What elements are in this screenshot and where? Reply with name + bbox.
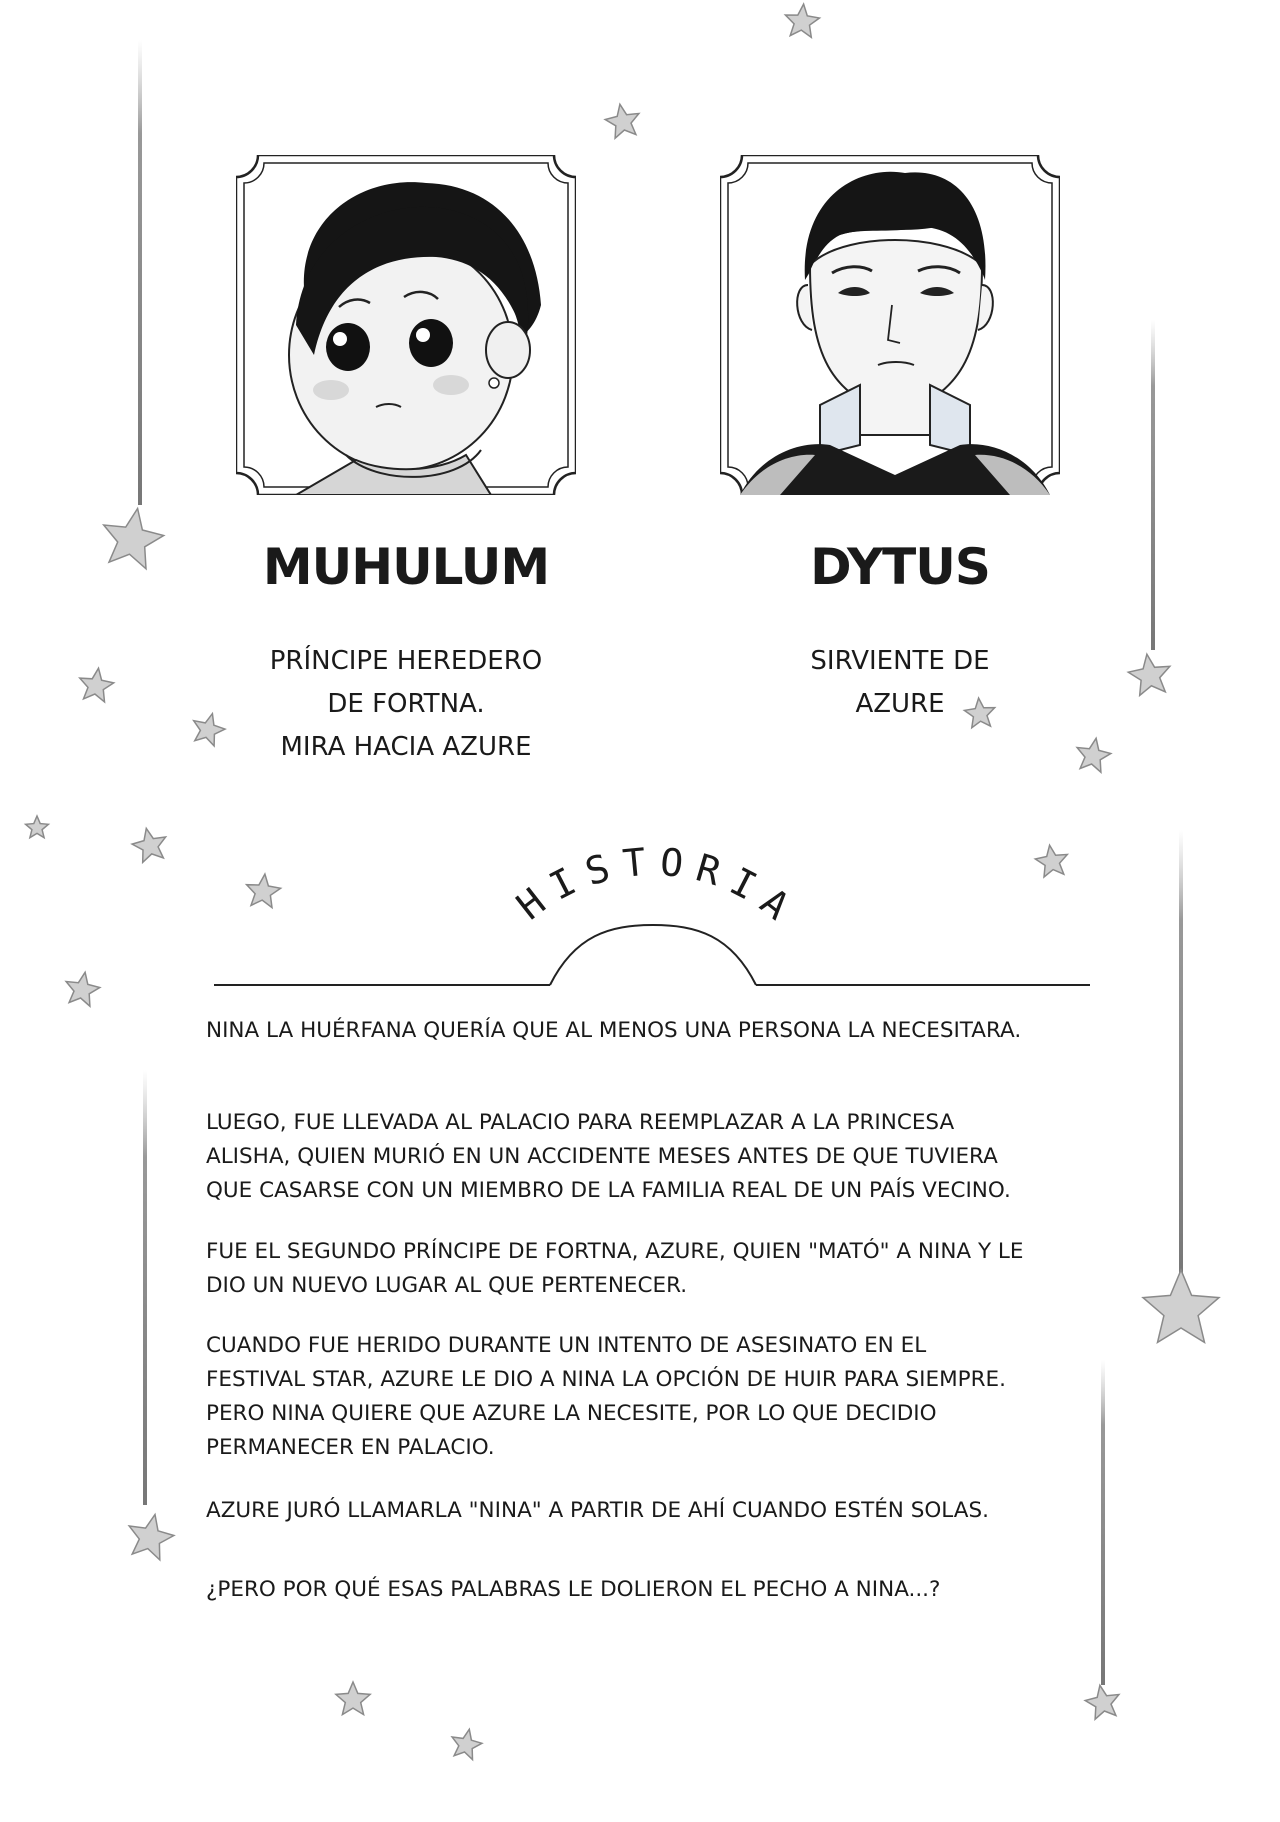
description-line: DE FORTNA. xyxy=(327,689,485,719)
description-line: AZURE xyxy=(855,689,945,719)
heading-letter: O xyxy=(658,839,686,886)
story-line: AZURE JURÓ LLAMARLA "NINA" A PARTIR DE AHÍ CUANDO ESTÉN SOLAS. xyxy=(206,1498,989,1523)
heading-letter: H xyxy=(508,879,554,929)
description-line: PRÍNCIPE HEREDERO xyxy=(269,646,543,676)
story-paragraph xyxy=(206,1106,1106,1208)
story-line: PERO NINA QUIERE QUE AZURE LA NECESITE, POR LO QUE DECIDIO xyxy=(206,1401,937,1426)
story-line: LUEGO, FUE LLEVADA AL PALACIO PARA REEMPLAZAR A LA PRINCESA xyxy=(206,1110,955,1135)
story-line: QUE CASARSE CON UN MIEMBRO DE LA FAMILIA REAL DE UN PAÍS VECINO. xyxy=(206,1178,1011,1203)
story-paragraph xyxy=(206,1329,1106,1465)
star-icon xyxy=(1143,1270,1219,1342)
story-line: ALISHA, QUIEN MURIÓ EN UN ACCIDENTE MESES ANTES DE QUE TUVIERA xyxy=(206,1144,998,1169)
story-line: DIO UN NUEVO LUGAR AL QUE PERTENECER. xyxy=(206,1273,688,1298)
hanging-string xyxy=(143,1070,147,1505)
story-line: ¿PERO POR QUÉ ESAS PALABRAS LE DOLIERON EL PECHO A NINA...? xyxy=(206,1577,941,1602)
star-icon xyxy=(452,1729,482,1759)
description-line: SIRVIENTE DE xyxy=(810,646,990,676)
story-line: FUE EL SEGUNDO PRÍNCIPE DE FORTNA, AZURE, QUIEN "MATÓ" A NINA Y LE xyxy=(206,1239,1024,1264)
heading-letter: I xyxy=(723,859,764,909)
story-line: CUANDO FUE HERIDO DURANTE UN INTENTO DE ASESINATO EN EL xyxy=(206,1333,927,1358)
heading-letter: R xyxy=(691,845,726,895)
character-name-muhulum: MUHULUM xyxy=(262,538,550,596)
story-paragraph xyxy=(206,1494,1106,1528)
heading-letter: T xyxy=(620,839,648,886)
character-name-dytus: DYTUS xyxy=(810,538,990,596)
star-icon xyxy=(1085,1685,1119,1719)
heading-letter: S xyxy=(580,845,615,895)
story-paragraph xyxy=(206,1235,1106,1303)
story-line: PERMANECER EN PALACIO. xyxy=(206,1435,495,1460)
star-icon xyxy=(336,1682,370,1715)
story-paragraph xyxy=(206,1573,1106,1607)
star-icon xyxy=(129,1515,174,1560)
description-line: MIRA HACIA AZURE xyxy=(280,732,532,762)
story-line: FESTIVAL STAR, AZURE LE DIO A NINA LA OPCIÓN DE HUIR PARA SIEMPRE. xyxy=(206,1367,1006,1392)
story-paragraph xyxy=(206,1014,1106,1048)
story-line: NINA LA HUÉRFANA QUERÍA QUE AL MENOS UNA PERSONA LA NECESITARA. xyxy=(206,1018,1022,1043)
heading-letter: I xyxy=(542,859,583,909)
historia-heading-letters xyxy=(509,840,798,929)
heading-letter: A xyxy=(752,879,798,929)
